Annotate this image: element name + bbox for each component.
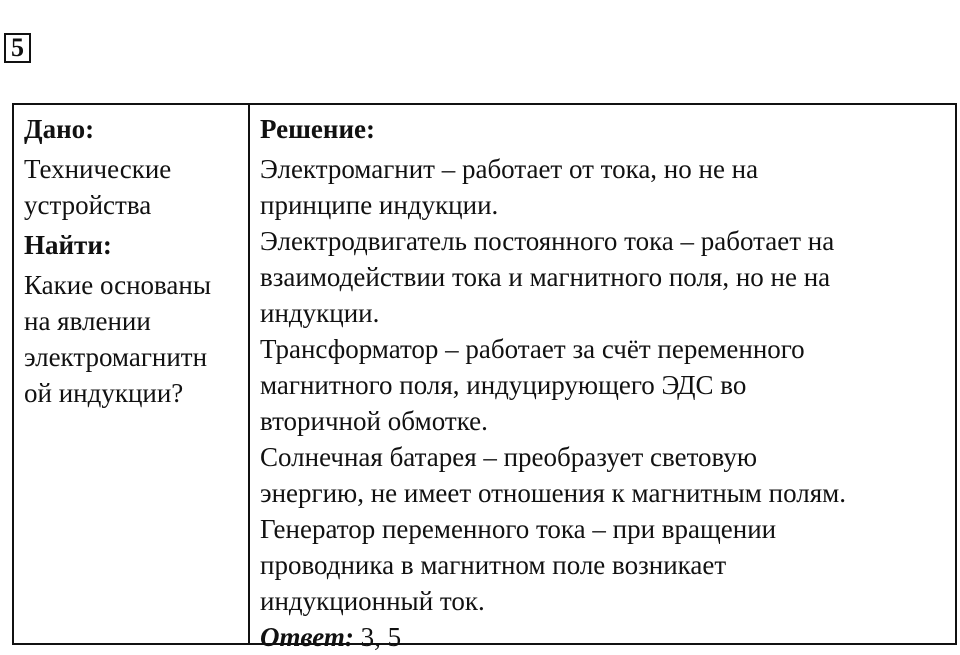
solution-line: взаимодействии тока и магнитного поля, но не на bbox=[260, 262, 831, 292]
given-heading: Дано: bbox=[24, 114, 95, 144]
find-heading: Найти: bbox=[24, 230, 112, 260]
solution-column bbox=[250, 105, 955, 652]
find-text bbox=[24, 267, 248, 411]
given-line: Технические bbox=[24, 154, 172, 184]
answer-line bbox=[260, 619, 955, 655]
solution-line: Электромагнит – работает от тока, но не на bbox=[260, 154, 759, 184]
task-table bbox=[12, 103, 957, 652]
solution-line: индукции. bbox=[260, 298, 380, 328]
find-line: на явлении bbox=[24, 306, 151, 336]
solution-line: Солнечная батарея – преобразует световую bbox=[260, 442, 758, 472]
given-text bbox=[24, 151, 248, 223]
solution-heading: Решение: bbox=[260, 114, 375, 144]
answer-label: Ответ: bbox=[260, 622, 354, 652]
solution-line: вторичной обмотке. bbox=[260, 406, 488, 436]
find-line: ой индукции? bbox=[24, 378, 184, 408]
solution-line: Электродвигатель постоянного тока – работает на bbox=[260, 226, 835, 256]
solution-line: Генератор переменного тока – при вращении bbox=[260, 514, 777, 544]
answer-value: 3, 5 bbox=[353, 622, 402, 652]
find-line: Какие основаны bbox=[24, 270, 212, 300]
solution-line: Трансформатор – работает за счёт переменного bbox=[260, 334, 805, 364]
solution-line: энергию, не имеет отношения к магнитным полям. bbox=[260, 478, 846, 508]
solution-line: индукционный ток. bbox=[260, 586, 485, 616]
solution-line: принципе индукции. bbox=[260, 190, 499, 220]
task-number: 5 bbox=[11, 33, 24, 62]
given-column bbox=[14, 105, 250, 643]
given-line: устройства bbox=[24, 190, 152, 220]
find-line: электромагнитн bbox=[24, 342, 208, 372]
solution-line: магнитного поля, индуцирующего ЭДС во bbox=[260, 370, 747, 400]
solution-line: проводника в магнитном поле возникает bbox=[260, 550, 727, 580]
task-number-box bbox=[4, 33, 31, 63]
